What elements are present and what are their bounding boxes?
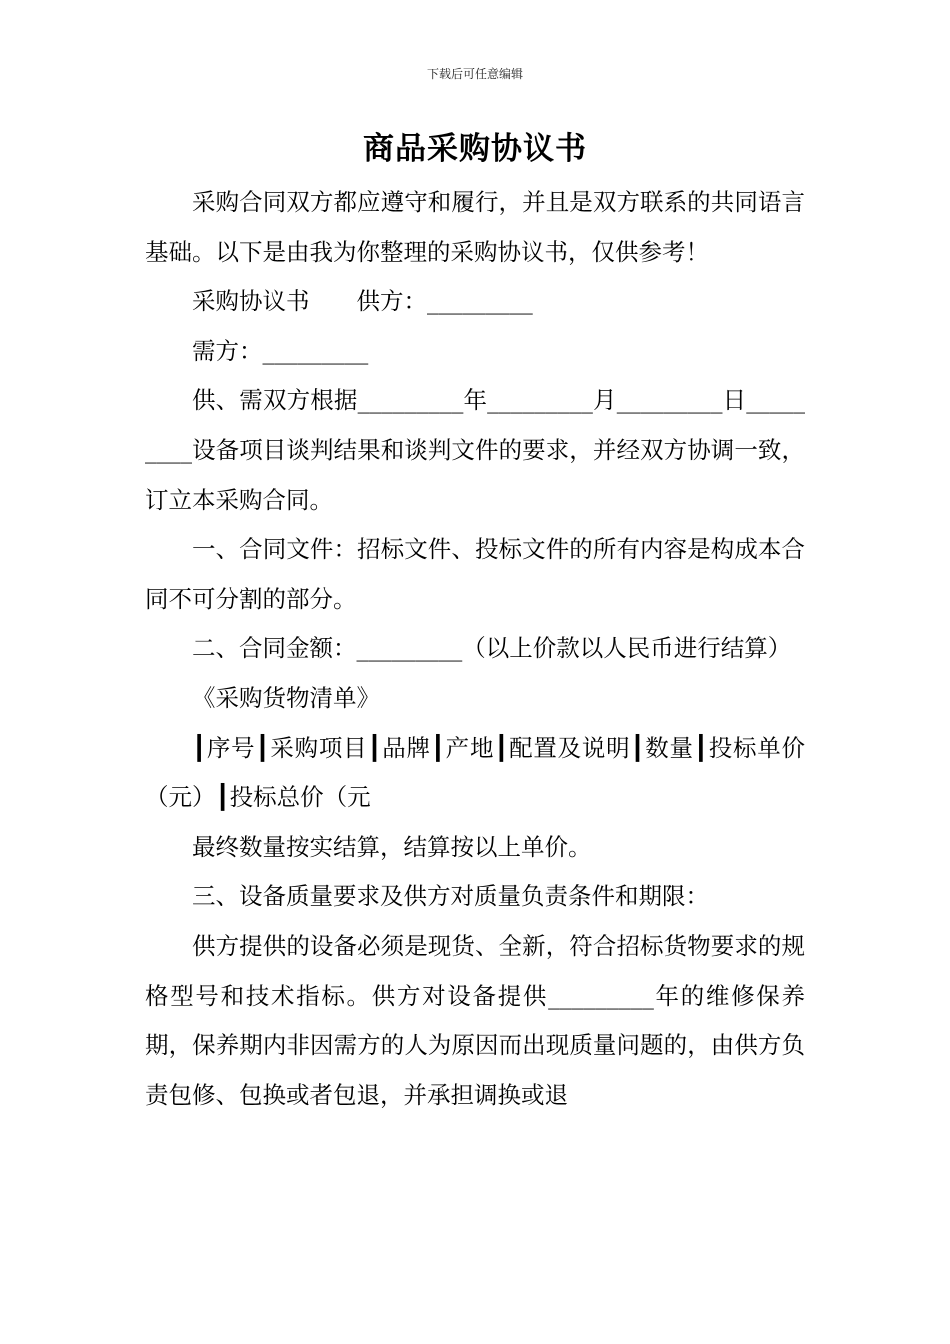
goods-list-heading: 《采购货物清单》 xyxy=(192,683,380,712)
agreement-supplier-line: 采购协议书 供方：_________ xyxy=(192,287,533,316)
buyer-line: 需方：_________ xyxy=(192,336,369,365)
quality-paragraph: 供方提供的设备必须是现货、全新，符合招标货物要求的规格型号和技术指标。供方对设备提供_________年的维修保养期，保养期内非因需方的人为原因而出现质量问题的，由供方负责包修、包换或者包退，并承担调换或退 xyxy=(145,931,805,1109)
settlement-note: 最终数量按实结算，结算按以上单价。 xyxy=(192,832,592,861)
clause-contract-amount: 二、合同金额：_________（以上价款以人民币进行结算） xyxy=(192,634,792,663)
clause-quality-heading: 三、设备质量要求及供方对质量负责条件和期限： xyxy=(192,882,709,911)
header-note: 下载后可任意编辑 xyxy=(426,67,523,81)
negotiation-paragraph: 供、需双方根据_________年_________月_________日_________设备项目谈判结果和谈判文件的要求，并经双方协调一致，订立本采购合同。 xyxy=(145,386,805,514)
goods-list-columns: ┃序号┃采购项目┃品牌┃产地┃配置及说明┃数量┃投标单价（元）┃投标总价（元 xyxy=(145,733,805,812)
document-title: 商品采购协议书 xyxy=(363,131,587,167)
document-body xyxy=(145,178,805,1120)
intro-paragraph: 采购合同双方都应遵守和履行，并且是双方联系的共同语言基础。以下是由我为你整理的采购协议书，仅供参考！ xyxy=(145,188,805,266)
clause-contract-documents: 一、合同文件：招标文件、投标文件的所有内容是构成本合同不可分割的部分。 xyxy=(145,535,805,613)
